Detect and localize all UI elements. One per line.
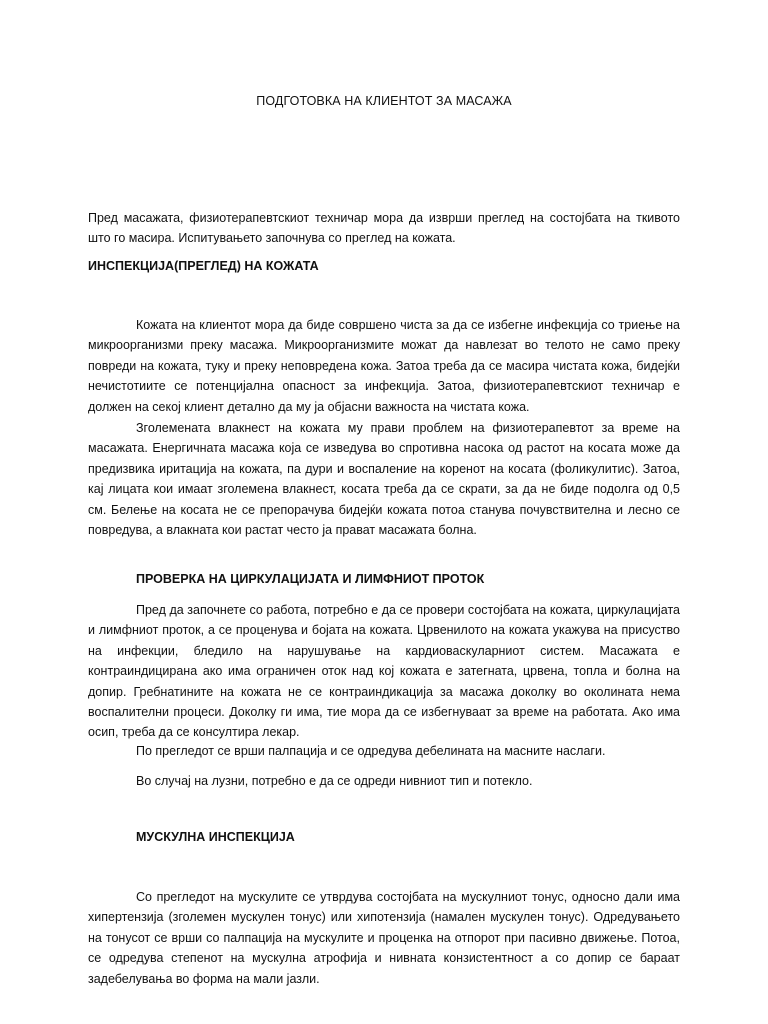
section-heading-muscle-inspection: МУСКУЛНА ИНСПЕКЦИЈА <box>136 830 295 844</box>
paragraph-muscle-tone: Со прегледот на мускулите се утврдува состојбата на мускулниот тонус, односно дали има хипертензија (зголемен мускулен тонус) или хипотензија (намален мускулен тонус). Одредувањето на тонусот се врши со палпација на мускулите и проценка на отпорот при пасивно движење. Потоа, се одредува степенот на мускулна атрофија и нивната конзистентност а со допир се бараат задебелувања во форма на мали јазли. <box>88 890 680 986</box>
section-heading-skin-inspection: ИНСПЕКЦИЈА(ПРЕГЛЕД) НА КОЖАТА <box>88 259 319 273</box>
paragraph-skin-cleanliness: Кожата на клиентот мора да биде совршено чиста за да се избегне инфекција со триење на микроорганизми преку масажа. Микроорганизмите можат да навлезат во телото не само преку повреди на кожата, туку и преку неповредена кожа. Затоа треба да се масира чистата кожа, бидејќи нечистотиите се потенцијална опасност за инфекција. Затоа, физиотерапевтскиот техничар е должен на секој клиент детално да му ја објасни важноста на чистата кожа. <box>88 318 680 414</box>
section-heading-circulation: ПРОВЕРКА НА ЦИРКУЛАЦИЈАТА И ЛИМФНИОТ ПРОТОК <box>136 572 485 586</box>
paragraph-scars: Во случај на лузни, потребно е да се одреди нивниот тип и потекло. <box>136 774 533 788</box>
paragraph-hair-growth: Зголемената влакнест на кожата му прави проблем на физиотерапевтот за време на масажата. Енергичната масажа која се изведува во спротивна насока од растот на косата може да предизвика иритација на кожата, па дури и воспаление на коренот на косата (фоликулитис). Затоа, кај лицата кои имаат зголемена влакнест, косата треба да се скрати, за да не биде подолга од 0,5 см. Белење на косата не се препорачува бидејќи кожата потоа станува почувствителна и лесно се повредува, а влакната кои растат често ја прават масажата болна. <box>88 421 680 538</box>
intro-paragraph: Пред масажата, физиотерапевтскиот техничар мора да изврши преглед на состојбата на ткивото што го масира. Испитувањето започнува со преглед на кожата. <box>88 211 680 246</box>
paragraph-palpation: По прегледот се врши палпација и се одредува дебелината на масните наслаги. <box>136 744 606 758</box>
document-title: ПОДГОТОВКА НА КЛИЕНТОТ ЗА МАСАЖА <box>256 94 512 108</box>
paragraph-circulation: Пред да започнете со работа, потребно е да се провери состојбата на кожата, циркулацијата и лимфниот проток, а се проценува и бојата на кожата. Црвенилото на кожата укажува на присуство на инфекции, бледило на нарушување на кардиоваскуларниот систем. Масажата е контраиндицирана ако има ограничен оток над кој кожата е затегната, црвена, топла и болна на допир. Гребнатините на кожата не се контраиндикација за масажа доколку во околината нема воспалителни процеси. Доколку ги има, тие мора да се избегнуваат за време на работата. Ако има осип, треба да се консултира лекар. <box>88 603 680 740</box>
